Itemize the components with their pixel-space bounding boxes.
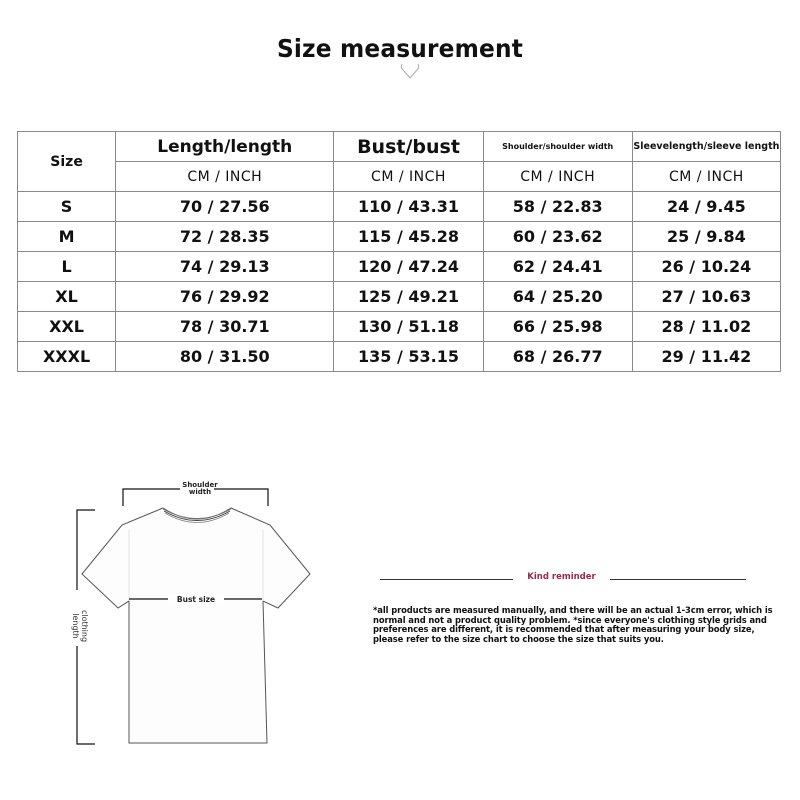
size-label: M [18, 222, 116, 252]
bust-value: 130 / 51.18 [334, 312, 483, 342]
reminder-text: *all products are measured manually, and there will be an actual 1-3cm error, which is normal and not a product quality problem. *since everyone's clothing style grids and preferences are different, it is recommended that after measuring your body size, please refer to the size chart to choose the size that suits you. [373, 605, 773, 644]
sleeve-value: 26 / 10.24 [632, 252, 780, 282]
shoulder-value: 68 / 26.77 [483, 342, 632, 372]
divider-right [610, 579, 746, 580]
kind-reminder-heading [380, 571, 746, 587]
table-row [18, 252, 781, 282]
sleeve-value: 28 / 11.02 [632, 312, 780, 342]
clothing-length-label [71, 596, 89, 656]
length-column-header: Length/length [116, 132, 334, 162]
size-label: L [18, 252, 116, 282]
bust-column-header: Bust/bust [334, 132, 483, 162]
length-value: 72 / 28.35 [116, 222, 334, 252]
sleeve-value: 27 / 10.63 [632, 282, 780, 312]
divider-left [380, 579, 513, 580]
table-row [18, 342, 781, 372]
length-value: 80 / 31.50 [116, 342, 334, 372]
size-table [17, 131, 781, 372]
bust-value: 110 / 43.31 [334, 192, 483, 222]
table-row [18, 192, 781, 222]
size-column-header: Size [18, 132, 116, 192]
bust-value: 115 / 45.28 [334, 222, 483, 252]
sleeve-value: 24 / 9.45 [632, 192, 780, 222]
tshirt-diagram [0, 470, 360, 770]
table-row [18, 312, 781, 342]
shoulder-value: 58 / 22.83 [483, 192, 632, 222]
shoulder-value: 62 / 24.41 [483, 252, 632, 282]
shoulder-label-line1: Shoulder [182, 481, 218, 489]
table-row [18, 222, 781, 252]
size-label: S [18, 192, 116, 222]
bust-unit: CM / INCH [334, 162, 483, 192]
table-header-row [18, 132, 781, 162]
shoulder-value: 60 / 23.62 [483, 222, 632, 252]
sleeve-column-header: Sleevelength/sleeve length [632, 132, 780, 162]
length-value: 74 / 29.13 [116, 252, 334, 282]
sleeve-value: 25 / 9.84 [632, 222, 780, 252]
shoulder-width-label [170, 482, 230, 496]
length-unit: CM / INCH [116, 162, 334, 192]
table-row [18, 282, 781, 312]
tshirt-outline-icon [0, 470, 360, 770]
size-label: XXXL [18, 342, 116, 372]
length-value: 78 / 30.71 [116, 312, 334, 342]
table-unit-row [18, 162, 781, 192]
bust-size-label: Bust size [168, 595, 224, 604]
shoulder-unit: CM / INCH [483, 162, 632, 192]
length-label-line1: clothing [80, 609, 89, 643]
sleeve-value: 29 / 11.42 [632, 342, 780, 372]
page-title: Size measurement [276, 34, 524, 63]
bust-value: 120 / 47.24 [334, 252, 483, 282]
length-value: 76 / 29.92 [116, 282, 334, 312]
shoulder-label-line2: width [188, 488, 212, 496]
shoulder-value: 66 / 25.98 [483, 312, 632, 342]
length-value: 70 / 27.56 [116, 192, 334, 222]
heart-outline-icon [398, 62, 422, 80]
shoulder-value: 64 / 25.20 [483, 282, 632, 312]
kind-reminder-title: Kind reminder [527, 572, 596, 582]
size-label: XL [18, 282, 116, 312]
bust-value: 125 / 49.21 [334, 282, 483, 312]
size-label: XXL [18, 312, 116, 342]
bust-value: 135 / 53.15 [334, 342, 483, 372]
sleeve-unit: CM / INCH [632, 162, 780, 192]
length-label-line2: length [71, 613, 80, 639]
shoulder-column-header: Shoulder/shoulder width [483, 132, 632, 162]
